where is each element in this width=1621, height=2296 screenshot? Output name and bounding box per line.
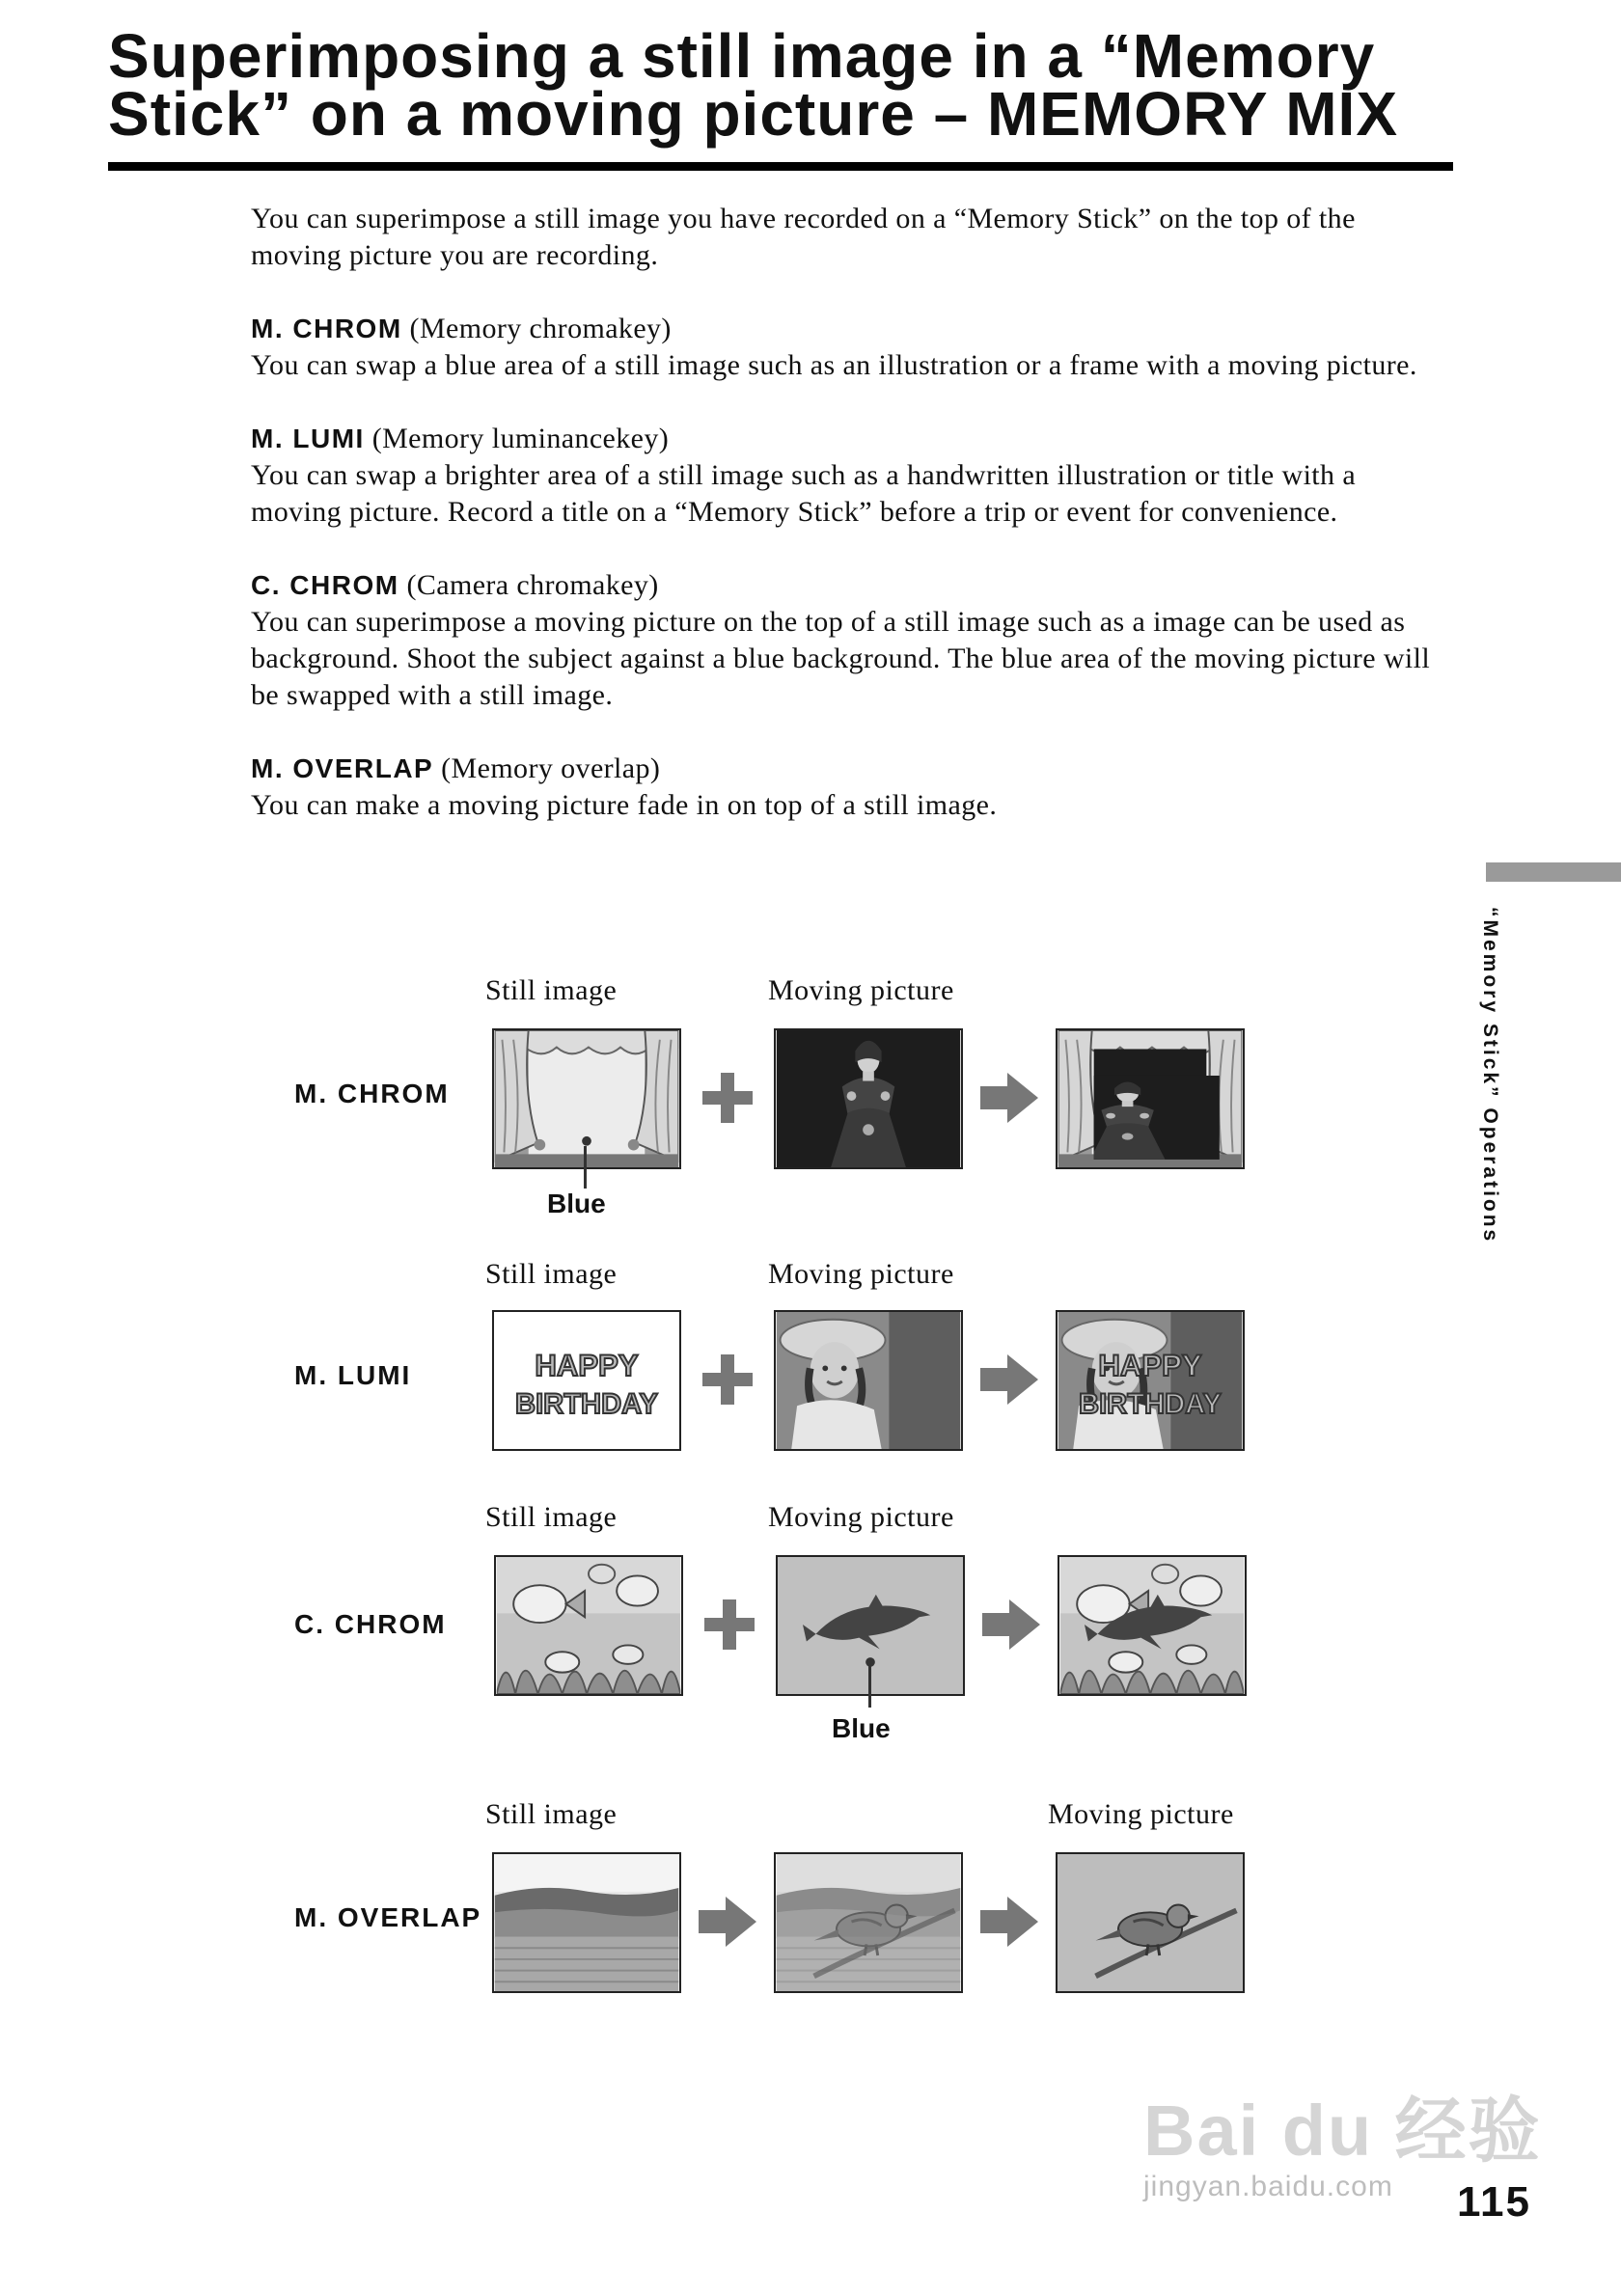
c-chrom-result-image <box>1058 1555 1247 1696</box>
watermark-logo: Bai du 经验 <box>1143 2091 1542 2171</box>
blue-pointer-line <box>868 1665 871 1708</box>
row-label-m-chrom: M. CHROM <box>294 1079 450 1108</box>
mode-c-chrom <box>251 567 1438 714</box>
watermark-url: jingyan.baidu.com <box>1143 2171 1393 2202</box>
mode-subtitle: (Camera chromakey) <box>398 569 659 601</box>
mode-description: You can make a moving picture fade in on top of a still image. <box>251 789 998 821</box>
moving-picture-label: Moving picture <box>768 1258 954 1290</box>
mode-description: You can swap a brighter area of a still image such as a handwritten illustration or title with a moving picture. Record a title on a “Memory Stick” before a trip or event for convenience. <box>251 459 1357 528</box>
mode-name: C. CHROM <box>251 570 399 600</box>
page-title: Superimposing a still image in a “Memory Stick” on a moving picture – MEMORY MIX <box>108 21 1398 149</box>
still-image-label: Still image <box>485 1258 618 1290</box>
mode-m-overlap <box>251 751 1438 824</box>
title-rule <box>108 162 1453 171</box>
still-image-label: Still image <box>485 1501 618 1533</box>
birthday-text: BIRTHDAY <box>515 1389 658 1421</box>
arrow-right-icon <box>980 1354 1038 1405</box>
blue-callout: Blue <box>832 1713 891 1743</box>
happy-birthday-still-image <box>492 1310 681 1451</box>
blue-pointer-line <box>584 1146 587 1189</box>
mode-description: You can superimpose a moving picture on the top of a still image such as a image can be used as background. Shoot the subject against a blue background. The blue area of the moving picture will be swapped with a still image. <box>251 606 1431 711</box>
plus-icon <box>702 1073 753 1123</box>
section-tab-bar <box>1486 862 1621 882</box>
moving-picture-label: Moving picture <box>1048 1798 1234 1830</box>
plus-icon <box>704 1599 755 1650</box>
curtain-still-image <box>492 1028 681 1169</box>
arrow-right-icon <box>980 1073 1038 1123</box>
happy-text: HAPPY <box>535 1349 639 1383</box>
mode-m-lumi <box>251 421 1438 531</box>
bird-moving-picture <box>1056 1852 1245 1993</box>
woman-moving-picture <box>774 1028 963 1169</box>
mode-name: M. OVERLAP <box>251 753 434 783</box>
moving-picture-label: Moving picture <box>768 1501 954 1533</box>
mode-name: M. LUMI <box>251 424 365 453</box>
girl-moving-picture <box>774 1310 963 1451</box>
mode-subtitle: (Memory overlap) <box>433 752 661 784</box>
still-image-label: Still image <box>485 974 618 1006</box>
fish-still-image <box>494 1555 683 1696</box>
page-number: 115 <box>1457 2178 1531 2226</box>
overlap-transition-image <box>774 1852 963 1993</box>
body-text <box>251 201 1438 861</box>
mode-subtitle: (Memory luminancekey) <box>364 423 670 454</box>
m-lumi-result-image <box>1056 1310 1245 1451</box>
m-chrom-result-image <box>1056 1028 1245 1169</box>
row-label-m-overlap: M. OVERLAP <box>294 1902 482 1932</box>
section-tab-label: “Memory Stick” Operations <box>1479 907 1501 1244</box>
mode-name: M. CHROM <box>251 314 402 343</box>
arrow-right-icon <box>982 1599 1040 1650</box>
arrow-right-icon <box>699 1897 756 1947</box>
intro-paragraph: You can superimpose a still image you have recorded on a “Memory Stick” on the top of the moving picture you are recording. <box>251 203 1356 271</box>
mode-description: You can swap a blue area of a still image such as an illustration or a frame with a moving picture. <box>251 349 1417 381</box>
blue-callout: Blue <box>547 1189 606 1218</box>
arrow-right-icon <box>980 1897 1038 1947</box>
happy-text: HAPPY <box>1098 1349 1202 1383</box>
mode-subtitle: (Memory chromakey) <box>401 313 672 344</box>
mode-m-chrom <box>251 311 1438 384</box>
row-label-m-lumi: M. LUMI <box>294 1360 412 1390</box>
still-image-label: Still image <box>485 1798 618 1830</box>
birthday-text: BIRTHDAY <box>1079 1389 1222 1421</box>
moving-picture-label: Moving picture <box>768 974 954 1006</box>
plus-icon <box>702 1354 753 1405</box>
landscape-still-image <box>492 1852 681 1993</box>
row-label-c-chrom: C. CHROM <box>294 1609 447 1639</box>
